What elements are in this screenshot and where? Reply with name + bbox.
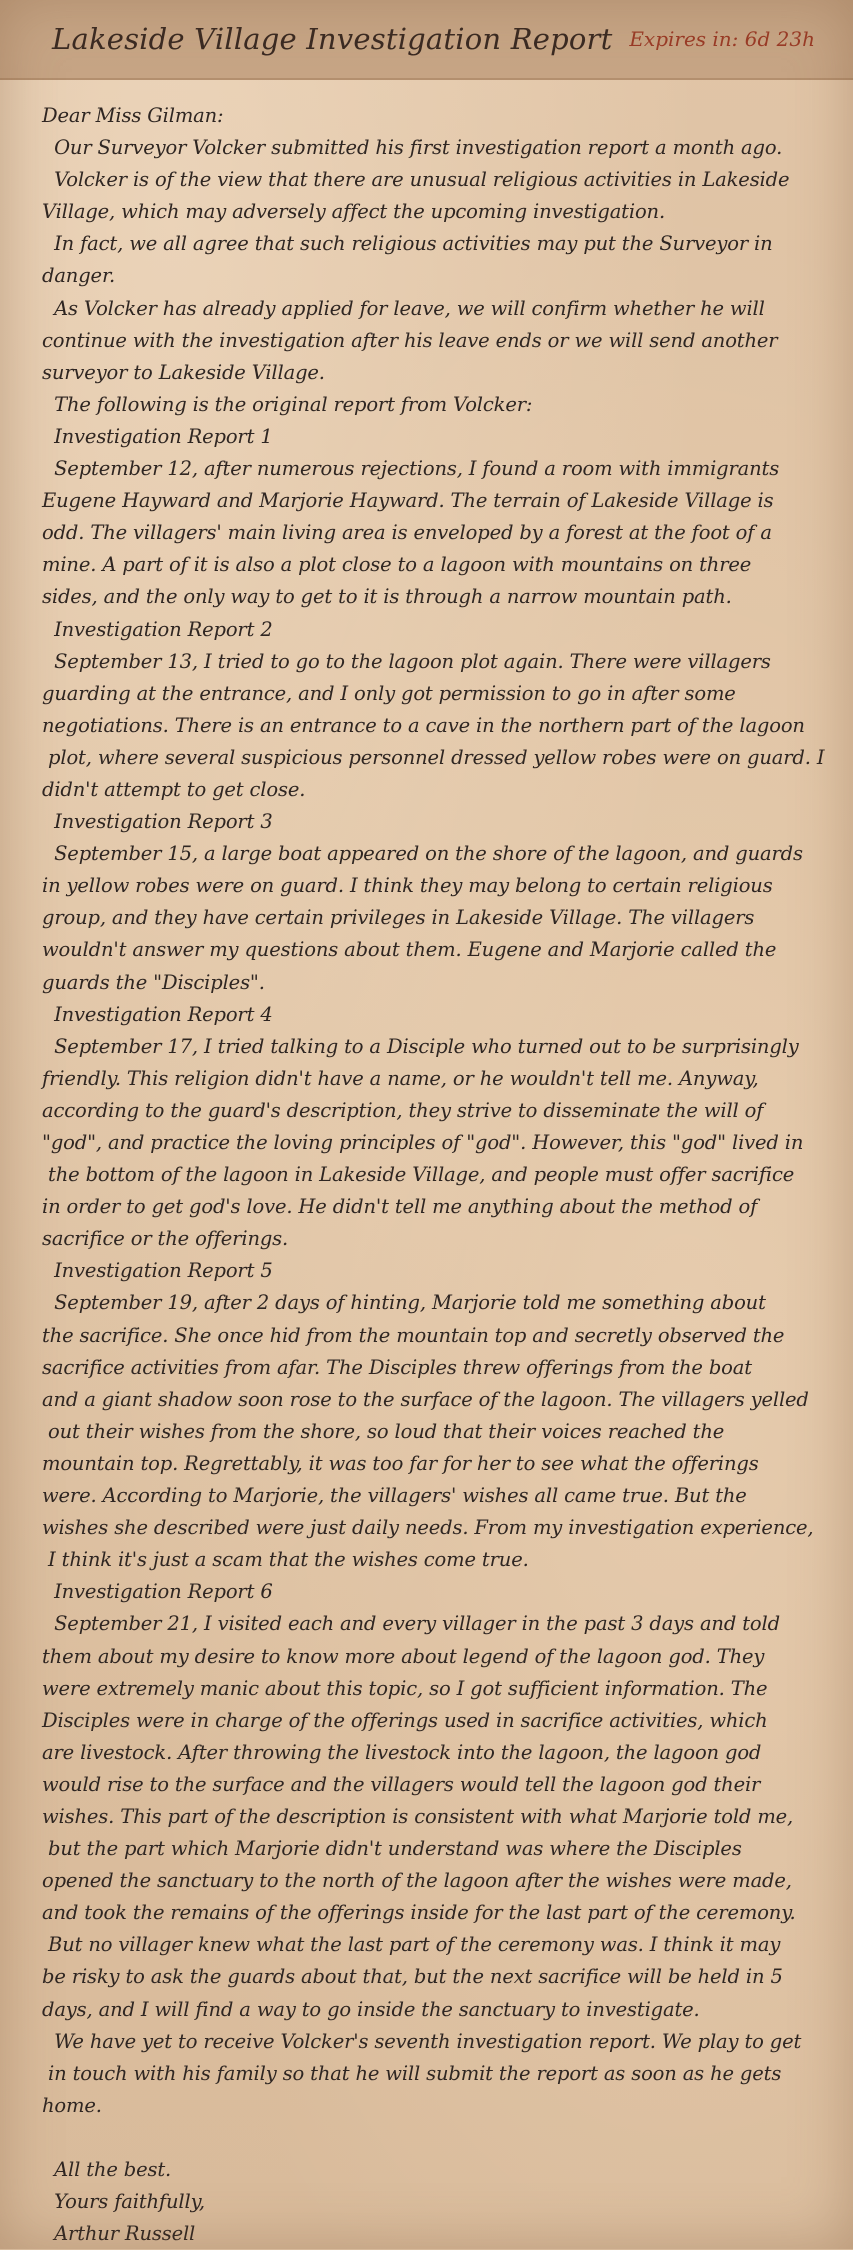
letter-line: didn't attempt to get close. bbox=[42, 777, 306, 801]
report-header bbox=[0, 0, 853, 80]
report-heading: Investigation Report 5 bbox=[42, 1259, 273, 1283]
letter-line: I think it's just a scam that the wishes come true. bbox=[42, 1548, 529, 1572]
letter-line: days, and I will find a way to go inside the sanctuary to investigate. bbox=[42, 1997, 700, 2021]
letter-line: but the part which Marjorie didn't understand was where the Disciples bbox=[42, 1837, 742, 1861]
letter-line: September 17, I tried talking to a Disciple who turned out to be surprisingly bbox=[42, 1034, 799, 1058]
letter-line: Disciples were in charge of the offerings used in sacrifice activities, which bbox=[42, 1708, 768, 1732]
letter-line: Investigation Report 6 bbox=[42, 1580, 273, 1604]
letter-line: We have yet to receive Volcker's seventh investigation report. We play to get bbox=[42, 2029, 802, 2053]
letter-line: home. bbox=[42, 2093, 102, 2117]
letter-line: sacrifice or the offerings. bbox=[42, 1227, 289, 1251]
letter-line: continue with the investigation after his leave ends or we will send another bbox=[42, 328, 778, 352]
letter-line: be risky to ask the guards about that, but the next sacrifice will be held in 5 bbox=[42, 1965, 783, 1989]
letter-line: according to the guard's description, they strive to disseminate the will of bbox=[42, 1098, 764, 1122]
closing-spacer bbox=[42, 2122, 811, 2154]
letter-line: opened the sanctuary to the north of the lagoon after the wishes were made, bbox=[42, 1869, 792, 1893]
letter-line: wishes. This part of the description is consistent with what Marjorie told me, bbox=[42, 1804, 794, 1828]
letter-line: the bottom of the lagoon in Lakeside Village, and people must offer sacrifice bbox=[42, 1163, 795, 1187]
closing-line: Yours faithfully, bbox=[42, 2190, 205, 2214]
letter-line: sides, and the only way to get to it is through a narrow mountain path. bbox=[42, 585, 732, 609]
letter-line: wishes she described were just daily needs. From my investigation experience, bbox=[42, 1516, 814, 1540]
letter-line: plot, where several suspicious personnel dressed yellow robes were on guard. I bbox=[42, 745, 825, 769]
letter-line: Volcker is of the view that there are unusual religious activities in Lakeside bbox=[42, 168, 790, 192]
letter-line: would rise to the surface and the villagers would tell the lagoon god their bbox=[42, 1772, 761, 1796]
letter-line: the sacrifice. She once hid from the mountain top and secretly observed the bbox=[42, 1323, 785, 1347]
letter-line: As Volcker has already applied for leave, we will confirm whether he will bbox=[42, 296, 765, 320]
letter-line: But no villager knew what the last part of the ceremony was. I think it may bbox=[42, 1933, 781, 1957]
letter-line: September 19, after 2 days of hinting, Marjorie told me something about bbox=[42, 1291, 766, 1315]
letter-line: negotiations. There is an entrance to a cave in the northern part of the lagoon bbox=[42, 713, 805, 737]
letter-line: in order to get god's love. He didn't tell me anything about the method of bbox=[42, 1195, 758, 1219]
signature: Arthur Russell bbox=[42, 2222, 196, 2246]
letter-line: danger. bbox=[42, 264, 116, 288]
letter-line: Village, which may adversely affect the upcoming investigation. bbox=[42, 200, 665, 224]
letter-line: The following is the original report from Volcker: bbox=[42, 392, 533, 416]
letter-line: mountain top. Regrettably, it was too far for her to see what the offerings bbox=[42, 1451, 759, 1475]
letter-line: September 12, after numerous rejections, I found a room with immigrants bbox=[42, 457, 780, 481]
letter-line: and a giant shadow soon rose to the surface of the lagoon. The villagers yelled bbox=[42, 1387, 809, 1411]
report-heading: Investigation Report 3 bbox=[42, 810, 273, 834]
letter-line: in yellow robes were on guard. I think they may belong to certain religious bbox=[42, 874, 773, 898]
letter-line: were. According to Marjorie, the villagers' wishes all came true. But the bbox=[42, 1484, 747, 1508]
letter-line: sacrifice activities from afar. The Disciples threw offerings from the boat bbox=[42, 1355, 752, 1379]
letter-line: friendly. This religion didn't have a name, or he wouldn't tell me. Anyway, bbox=[42, 1066, 759, 1090]
letter-line: are livestock. After throwing the livestock into the lagoon, the lagoon god bbox=[42, 1740, 762, 1764]
letter-line: September 15, a large boat appeared on the shore of the lagoon, and guards bbox=[42, 842, 803, 866]
letter-line: them about my desire to know more about legend of the lagoon god. They bbox=[42, 1644, 765, 1668]
letter-line: and took the remains of the offerings inside for the last part of the ceremony. bbox=[42, 1901, 796, 1925]
report-heading: Investigation Report 4 bbox=[42, 1002, 273, 1026]
closing-line: All the best. bbox=[42, 2158, 172, 2181]
letter-line: out their wishes from the shore, so loud that their voices reached the bbox=[42, 1419, 725, 1443]
letter-body bbox=[0, 80, 853, 2250]
letter-line: odd. The villagers' main living area is enveloped by a forest at the foot of a bbox=[42, 521, 772, 545]
expiry-timer: Expires in: 6d 23h bbox=[629, 27, 815, 51]
report-heading: September 21, I visited each and every villager in the past 3 days and told bbox=[42, 1612, 780, 1636]
report-heading: Investigation Report 2 bbox=[42, 617, 273, 641]
letter-line: in touch with his family so that he will submit the report as soon as he gets bbox=[42, 2061, 782, 2085]
letter-line: guarding at the entrance, and I only got permission to go in after some bbox=[42, 681, 736, 705]
letter-line: group, and they have certain privileges in Lakeside Village. The villagers bbox=[42, 906, 755, 930]
letter-line: September 13, I tried to go to the lagoon plot again. There were villagers bbox=[42, 649, 771, 673]
letter-line: Our Surveyor Volcker submitted his first investigation report a month ago. bbox=[42, 136, 783, 160]
report-heading: Investigation Report 1 bbox=[42, 424, 273, 448]
letter-line: mine. A part of it is also a plot close to a lagoon with mountains on three bbox=[42, 553, 752, 577]
letter-line: were extremely manic about this topic, so I got sufficient information. The bbox=[42, 1676, 768, 1700]
letter-line: guards the "Disciples". bbox=[42, 970, 265, 994]
letter-line: Dear Miss Gilman: bbox=[42, 104, 224, 127]
report-title: Lakeside Village Investigation Report bbox=[52, 22, 613, 56]
letter-line: "god", and practice the loving principles of "god". However, this "god" lived in bbox=[42, 1131, 804, 1154]
letter-line: In fact, we all agree that such religious activities may put the Surveyor in bbox=[42, 232, 773, 256]
letter-line: wouldn't answer my questions about them. Eugene and Marjorie called the bbox=[42, 938, 777, 962]
letter-line: surveyor to Lakeside Village. bbox=[42, 360, 325, 384]
letter-line: Eugene Hayward and Marjorie Hayward. The terrain of Lakeside Village is bbox=[42, 489, 774, 513]
